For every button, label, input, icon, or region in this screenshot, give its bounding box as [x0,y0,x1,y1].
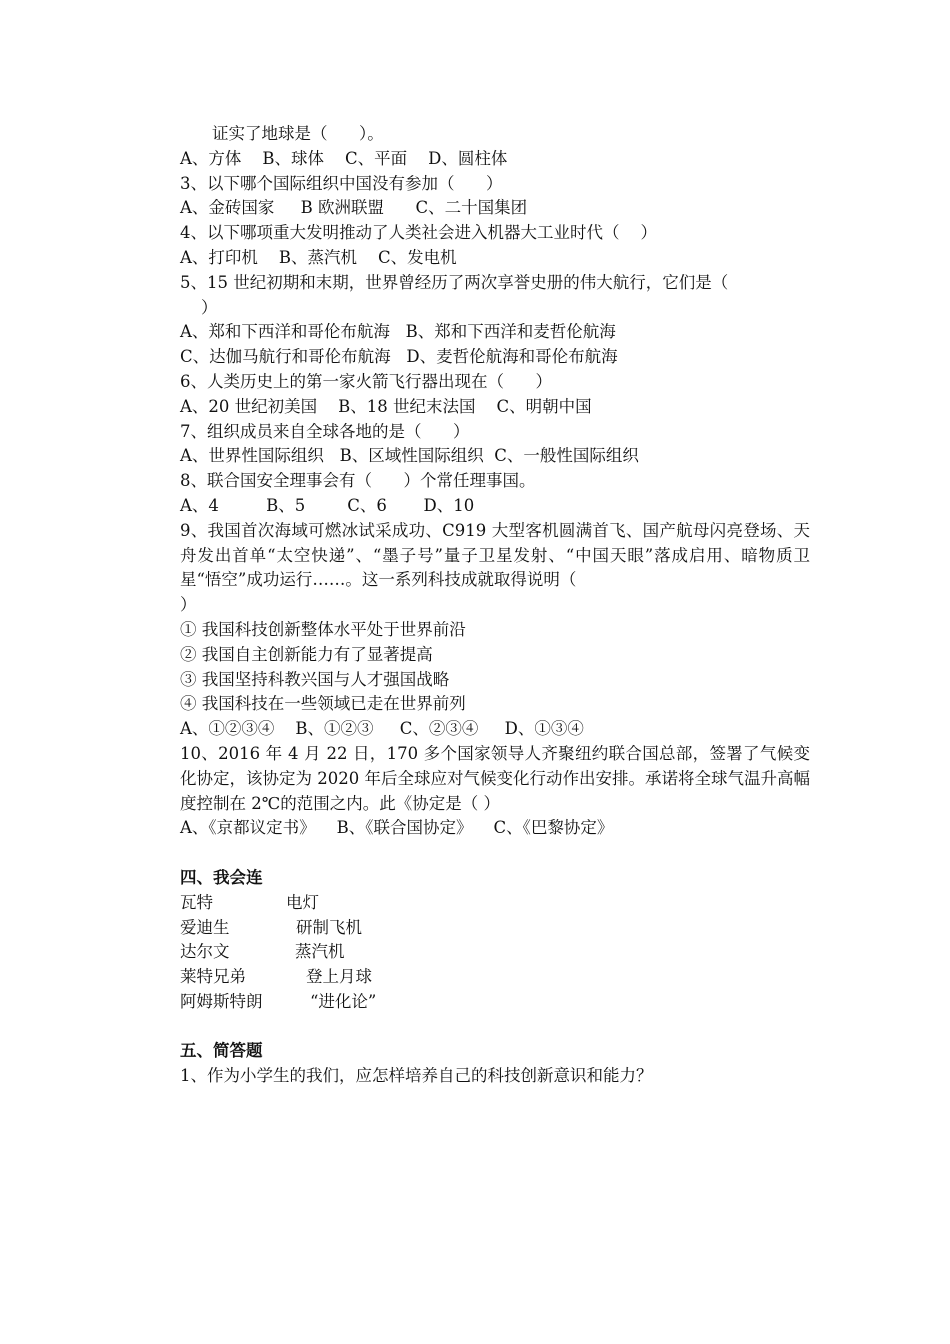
matching-right: 电灯 [286,892,319,912]
matching-left: 瓦特 [180,892,213,912]
question-9-stem-close: ） [180,595,197,615]
matching-left: 达尔文 [180,942,230,962]
question-options: A、①②③④ B、①②③ C、②③④ D、①③④ [180,719,584,739]
exam-page [180,122,810,1089]
question-options: C、达伽马航行和哥伦布航海 D、麦哲伦航海和哥伦布航海 [180,347,618,367]
question-options: A、金砖国家 B 欧洲联盟 C、二十国集团 [180,198,528,218]
matching-row [180,916,810,941]
section-heading: 四、我会连 [180,867,263,887]
question-10-stem: 10、2016 年 4 月 22 日，170 多个国家领导人齐聚纽约联合国总部，签署了气候变化协定，该协定为 2020 年后全球应对气候变化行动作出安排。承诺将全球气温升高幅度控制在 2℃的范围之内。此《协定是（ ） [180,743,810,813]
short-answer-question: 1、作为小学生的我们，应怎样培养自己的科技创新意识和能力？ [180,1066,653,1086]
question-stem-continued: ） [180,297,218,317]
matching-right: 研制飞机 [296,917,362,937]
question-options: A、郑和下西洋和哥伦布航海 B、郑和下西洋和麦哲伦航海 [180,322,616,342]
statement-item: ① 我国科技创新整体水平处于世界前沿 [180,619,466,639]
matching-left: 莱特兄弟 [180,967,246,987]
question-options: A、方体 B、球体 C、平面 D、圆柱体 [180,148,508,168]
question-stem: 证实了地球是（ ）。 [212,124,384,143]
question-stem: 4、以下哪项重大发明推动了人类社会进入机器大工业时代（ ） [180,223,657,243]
matching-left: 爱迪生 [180,917,230,937]
question-options: A、4 B、5 C、6 D、10 [180,495,475,515]
matching-left: 阿姆斯特朗 [180,991,263,1011]
question-stem: 6、人类历史上的第一家火箭飞行器出现在（ ） [180,371,552,391]
matching-right: 蒸汽机 [295,942,345,962]
matching-row [180,940,810,965]
statement-item: ④ 我国科技在一些领域已走在世界前列 [180,694,466,714]
matching-right: “进化论” [310,991,377,1011]
question-9-stem: 9、我国首次海域可燃冰试采成功、C919 大型客机圆满首飞、国产航母闪亮登场、天舟发出首单“太空快递”、“墨子号”量子卫星发射、“中国天眼”落成启用、暗物质卫星“悟空”成功运行……。这一系列科技成就取得说明（ [180,520,810,590]
question-stem: 5、15 世纪初期和末期，世界曾经历了两次享誉史册的伟大航行，它们是（ [180,272,729,292]
statement-item: ② 我国自主创新能力有了显著提高 [180,644,433,664]
question-options: A、打印机 B、蒸汽机 C、发电机 [180,247,457,267]
matching-right: 登上月球 [306,967,372,987]
matching-row [180,891,810,916]
spacer [180,1015,810,1040]
question-stem: 3、以下哪个国际组织中国没有参加（ ） [180,173,503,193]
section-heading: 五、简答题 [180,1041,263,1061]
matching-row [180,965,810,990]
matching-row [180,990,810,1015]
spacer [180,841,810,866]
question-stem: 8、联合国安全理事会有（ ）个常任理事国。 [180,471,536,491]
question-stem: 7、组织成员来自全球各地的是（ ） [180,421,470,441]
question-options: A、世界性国际组织 B、区域性国际组织 C、一般性国际组织 [180,446,639,466]
question-options: A、20 世纪初美国 B、18 世纪末法国 C、明朝中国 [180,396,592,416]
question-options: A、《京都议定书》 B、《联合国协定》 C、《巴黎协定》 [180,818,614,838]
statement-item: ③ 我国坚持科教兴国与人才强国战略 [180,669,450,689]
